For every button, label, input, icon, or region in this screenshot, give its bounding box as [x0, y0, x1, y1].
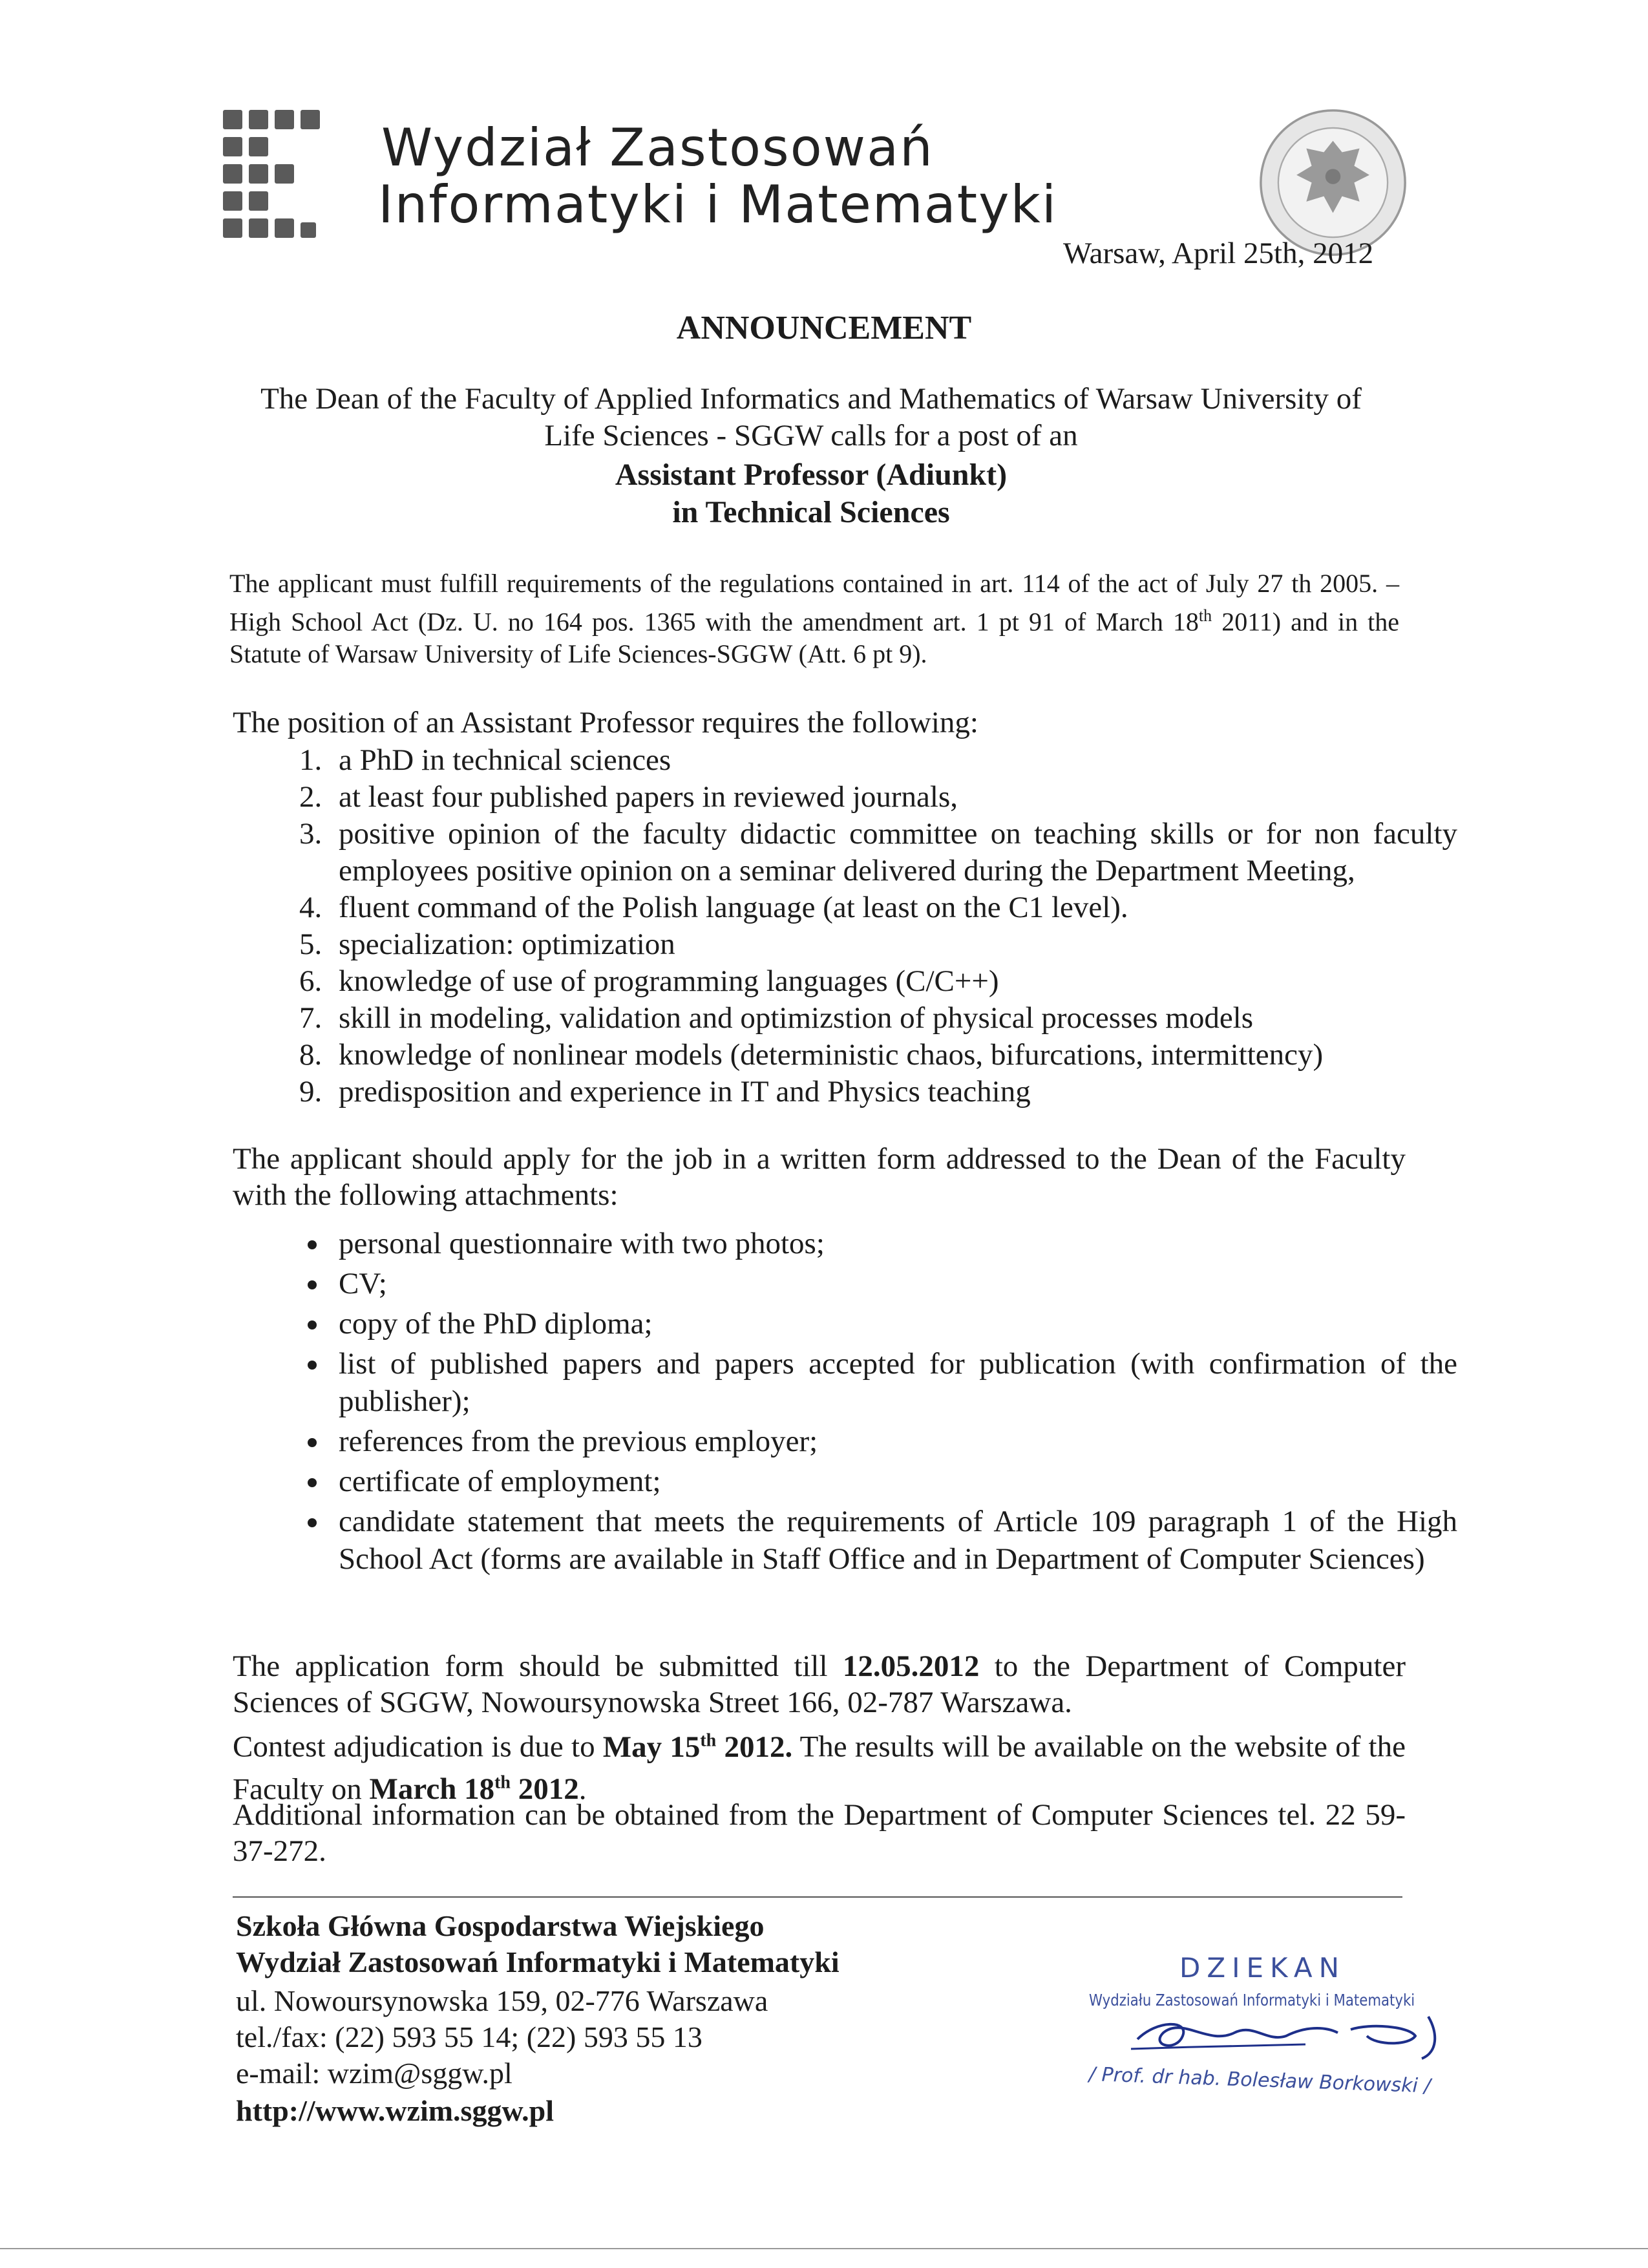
document-date: Warsaw, April 25th, 2012	[1063, 237, 1374, 270]
footer-divider	[233, 1896, 1402, 1898]
email-line: e-mail: wzim@sggw.pl	[236, 2057, 512, 2090]
results-year: 2012	[511, 1772, 579, 1807]
results-text: The results will be available on the website of the Faculty on	[233, 1730, 1406, 1807]
address-line: ul. Nowoursynowska 159, 02-776 Warszawa	[236, 1984, 768, 2017]
regulations-paragraph	[229, 567, 1399, 670]
list-item: • references from the previous employer;	[330, 1423, 1457, 1460]
attachments-list	[278, 1225, 1457, 1580]
regulations-sup: th	[1198, 606, 1212, 625]
faculty-name-line1: Wydział Zastosowań	[381, 118, 934, 178]
regulations-text-1: The applicant must fulfill requirements of the regulations contained in art. 114 of the act of July 27 th 2005. – High School Act (Dz. U. no 164 pos. 1365 with the amendment art. 1 pt 91 of March 18	[229, 569, 1399, 637]
submission-address: to the Department of Computer Sciences of SGGW, Nowoursynowska Street 166, 02-787 Warszawa.	[233, 1649, 1406, 1719]
dean-stamp	[1073, 1952, 1486, 2098]
dean-name: / Prof. dr hab. Bolesław Borkowski /	[1088, 2063, 1431, 2098]
adjudication-text: Contest adjudication is due to	[233, 1730, 603, 1764]
requirements-list	[278, 742, 1457, 1110]
intro-line-1: The Dean of the Faculty of Applied Informatics and Mathematics of Warsaw University of	[260, 382, 1362, 416]
page-bottom-edge	[0, 2248, 1648, 2249]
phone-line: tel./fax: (22) 593 55 14; (22) 593 55 13	[236, 2020, 703, 2053]
faculty-logo	[223, 110, 333, 239]
contact-paragraph: Additional information can be obtained from the Department of Computer Sciences tel. 22 59-37-272.	[233, 1798, 1406, 1868]
intro-line-2: Life Sciences - SGGW calls for a post of an	[544, 419, 1078, 452]
list-item: 1. a PhD in technical sciences	[330, 742, 1457, 779]
application-intro: The applicant should apply for the job in a written form addressed to the Dean of the Faculty with the following attachments:	[233, 1142, 1406, 1212]
faculty-name-line2: Informatyki i Matematyki	[378, 175, 1058, 235]
results-date: March 18	[369, 1772, 495, 1807]
list-item: 6. knowledge of use of programming languages (C/C++)	[330, 963, 1457, 1000]
list-item: 9. predisposition and experience in IT and Physics teaching	[330, 1074, 1457, 1110]
adjudication-sup: th	[700, 1730, 717, 1750]
list-item: 4. fluent command of the Polish language (at least on the C1 level).	[330, 889, 1457, 926]
list-item: • personal questionnaire with two photos;	[330, 1225, 1457, 1262]
list-item: • list of published papers and papers accepted for publication (with confirmation of the publisher);	[330, 1345, 1457, 1420]
stamp-faculty: Wydziału Zastosowań Informatyki i Matematyki	[1089, 1991, 1415, 2009]
faculty-name: Wydział Zastosowań Informatyki i Matematyki	[236, 1945, 840, 1978]
results-sup: th	[494, 1772, 511, 1793]
list-item: 2. at least four published papers in reviewed journals,	[330, 779, 1457, 816]
submission-paragraph	[233, 1648, 1406, 1721]
website-link[interactable]: http://www.wzim.sggw.pl	[236, 2094, 554, 2127]
adjudication-date: May 15	[602, 1730, 701, 1764]
signature-icon	[1112, 2007, 1474, 2065]
list-item: 3. positive opinion of the faculty didactic committee on teaching skills or for non faculty employees positive opinion on a seminar delivered during the Department Meeting,	[330, 816, 1457, 889]
submission-text: The application form should be submitted till	[233, 1649, 843, 1683]
regulations-text-2: 2011) and in the Statute of Warsaw University of Life Sciences-SGGW (Att. 6 pt 9).	[229, 607, 1400, 669]
submission-deadline: 12.05.2012	[842, 1649, 980, 1683]
results-end: .	[578, 1772, 587, 1807]
list-item: • candidate statement that meets the requirements of Article 109 paragraph 1 of the High School Act (forms are available in Staff Office and in Department of Computer Sciences)	[330, 1503, 1457, 1578]
stamp-title: DZIEKAN	[1179, 1952, 1346, 1984]
list-item: 8. knowledge of nonlinear models (deterministic chaos, bifurcations, intermittency)	[330, 1037, 1457, 1074]
position-field: in Technical Sciences	[672, 495, 950, 529]
adjudication-year: 2012.	[716, 1730, 793, 1764]
position-title: Assistant Professor (Adiunkt)	[615, 458, 1008, 492]
list-item: • copy of the PhD diploma;	[330, 1305, 1457, 1342]
list-item: • certificate of employment;	[330, 1463, 1457, 1500]
list-item: 7. skill in modeling, validation and optimizstion of physical processes models	[330, 1000, 1457, 1037]
list-item: 5. specialization: optimization	[330, 926, 1457, 963]
list-item: • CV;	[330, 1265, 1457, 1302]
adjudication-paragraph	[233, 1722, 1406, 1807]
requirements-intro: The position of an Assistant Professor requires the following:	[233, 706, 978, 739]
university-name: Szkoła Główna Gospodarstwa Wiejskiego	[236, 1909, 765, 1942]
announcement-heading: ANNOUNCEMENT	[676, 310, 972, 346]
